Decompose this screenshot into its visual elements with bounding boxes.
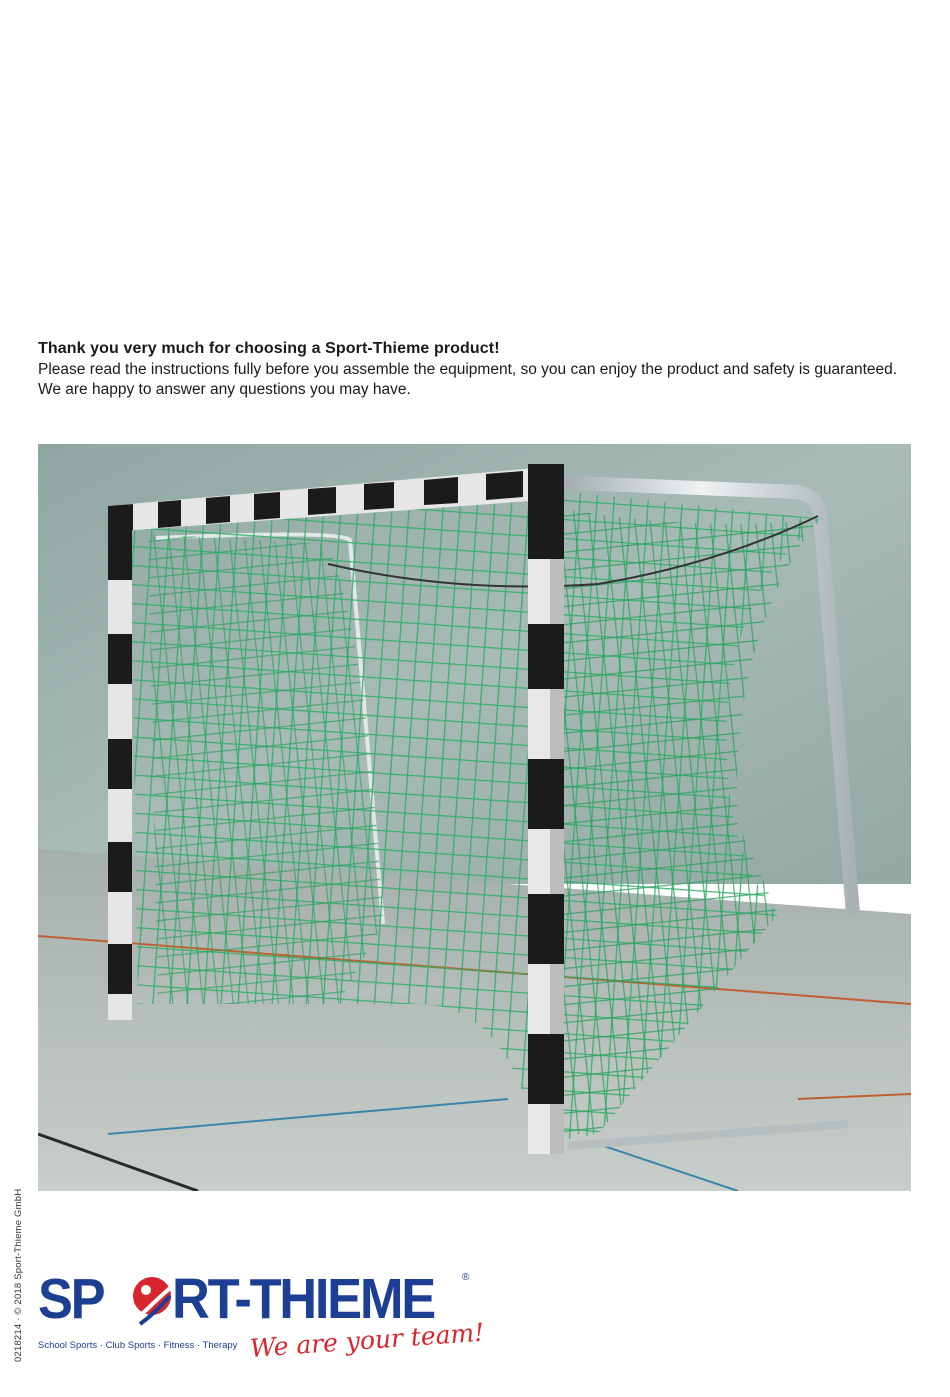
- left-post: [108, 530, 132, 1020]
- goal-photo: [38, 444, 911, 1191]
- instructions-line: Please read the instructions fully before you assemble the equipment, so you can enjoy the product and safety is guaranteed.: [38, 361, 898, 378]
- brand-text-right: RT-THIEME: [172, 1267, 434, 1331]
- questions-line: We are happy to answer any questions you may have.: [38, 381, 411, 398]
- sport-thieme-logo: [38, 1267, 486, 1378]
- right-post: [528, 464, 564, 1154]
- copyright-note: 0218214 · © 2018 Sport-Thieme GmbH: [13, 1188, 24, 1362]
- registered-mark: ®: [462, 1272, 470, 1283]
- thank-you-heading: Thank you very much for choosing a Sport-Thieme product!: [38, 340, 500, 357]
- intro-text: [38, 338, 918, 400]
- brand-text-left: SP: [38, 1267, 104, 1331]
- brand-slogan: We are your team!: [248, 1317, 486, 1363]
- ball-logo-icon: [130, 1274, 174, 1326]
- brand-tagline: School Sports · Club Sports · Fitness · Therapy: [38, 1340, 238, 1351]
- brand-wordmark: [38, 1267, 478, 1331]
